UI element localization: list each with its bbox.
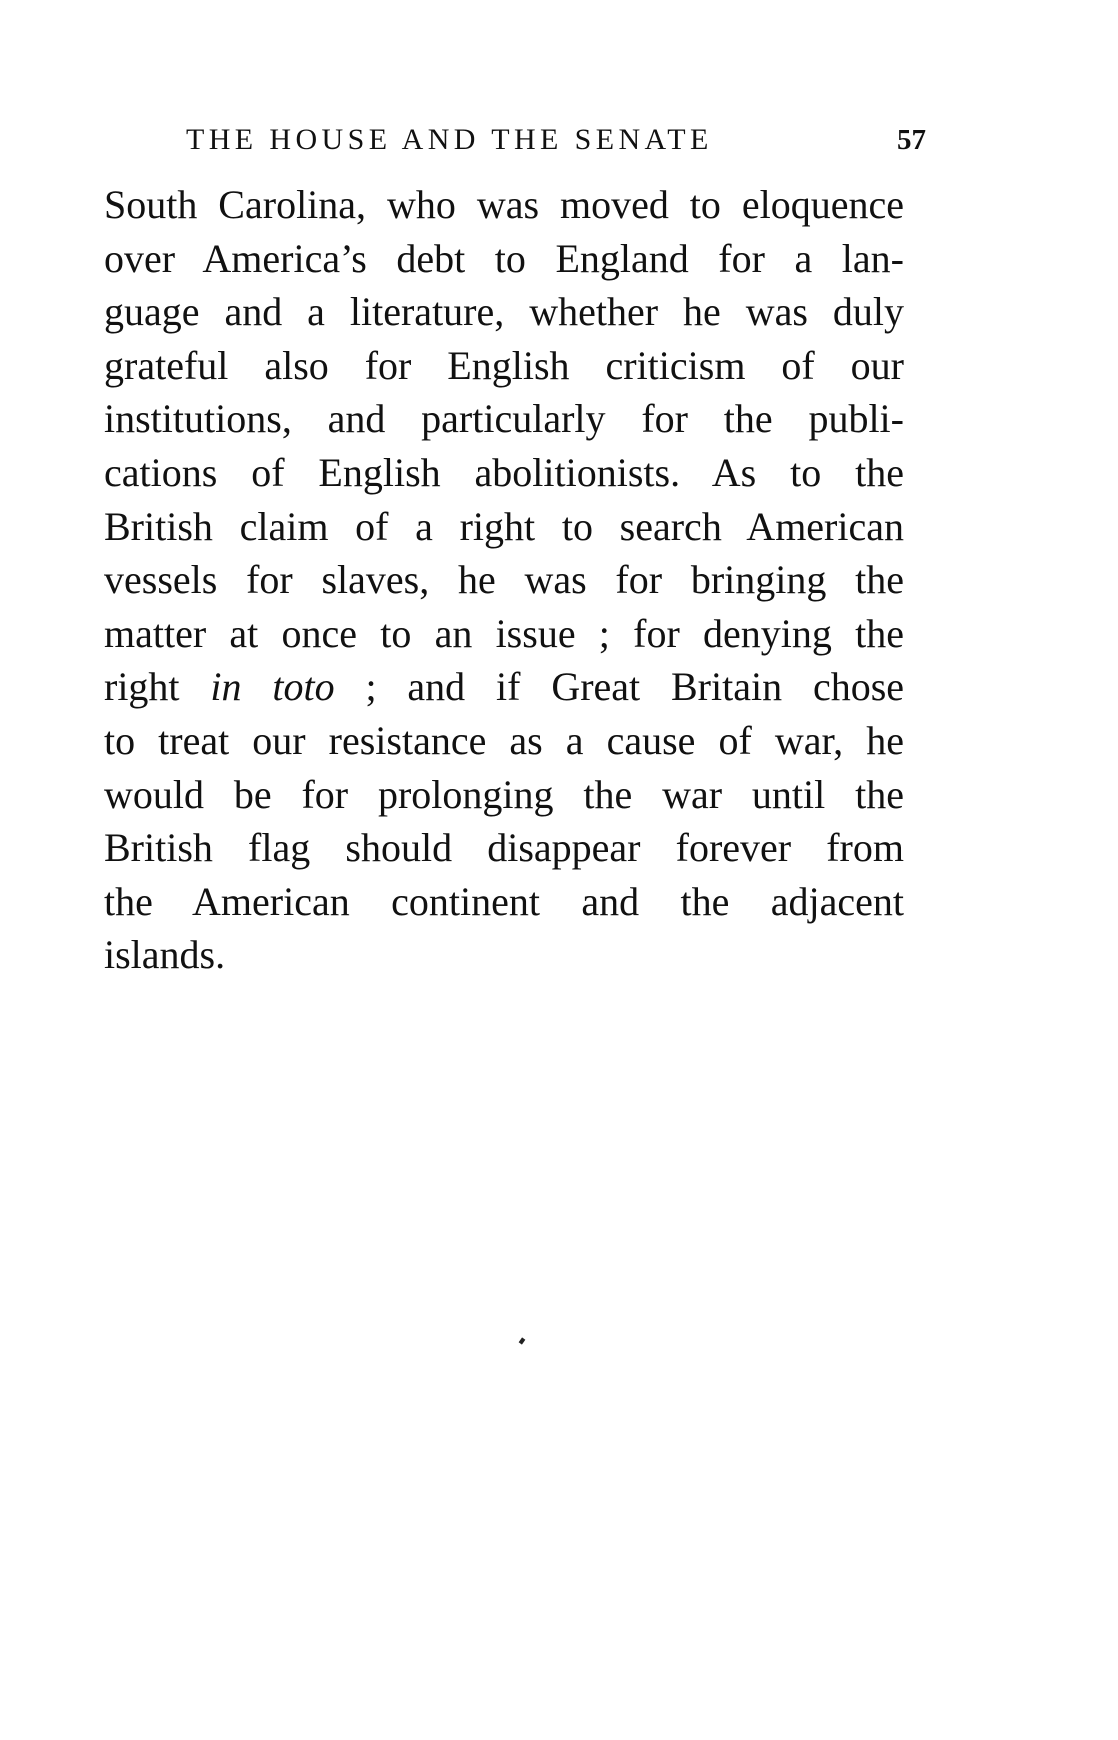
body-paragraph <box>104 178 904 982</box>
text-line: grateful also for English criticism of our <box>104 342 904 388</box>
page-number: 57 <box>897 124 926 156</box>
running-title: THE HOUSE AND THE SENATE <box>186 123 713 156</box>
running-head <box>186 118 926 162</box>
text-line: British flag should disappear forever from <box>104 825 904 871</box>
text-line: would be for prolonging the war until the <box>104 771 904 817</box>
text-line: right in toto ; and if Great Britain chose <box>104 664 905 710</box>
ink-speck <box>519 1337 526 1344</box>
italic-phrase: in toto <box>210 664 335 710</box>
text-line: South Carolina, who was moved to eloquence <box>104 182 904 227</box>
text-line: vessels for slaves, he was for bringing the <box>104 557 904 603</box>
text-line: matter at once to an issue ; for denying the <box>104 610 904 656</box>
text-line: guage and a literature, whether he was duly <box>104 289 904 335</box>
text-line: British claim of a right to search American <box>104 503 904 549</box>
text-line: over America’s debt to England for a lan- <box>104 235 904 281</box>
text-line: the American continent and the adjacent <box>104 878 904 924</box>
text-line: cations of English abolitionists. As to the <box>104 449 904 495</box>
text-line: to treat our resistance as a cause of war, he <box>104 717 904 763</box>
text-line: islands. <box>104 932 226 978</box>
text-line: institutions, and particularly for the publi- <box>104 396 904 442</box>
